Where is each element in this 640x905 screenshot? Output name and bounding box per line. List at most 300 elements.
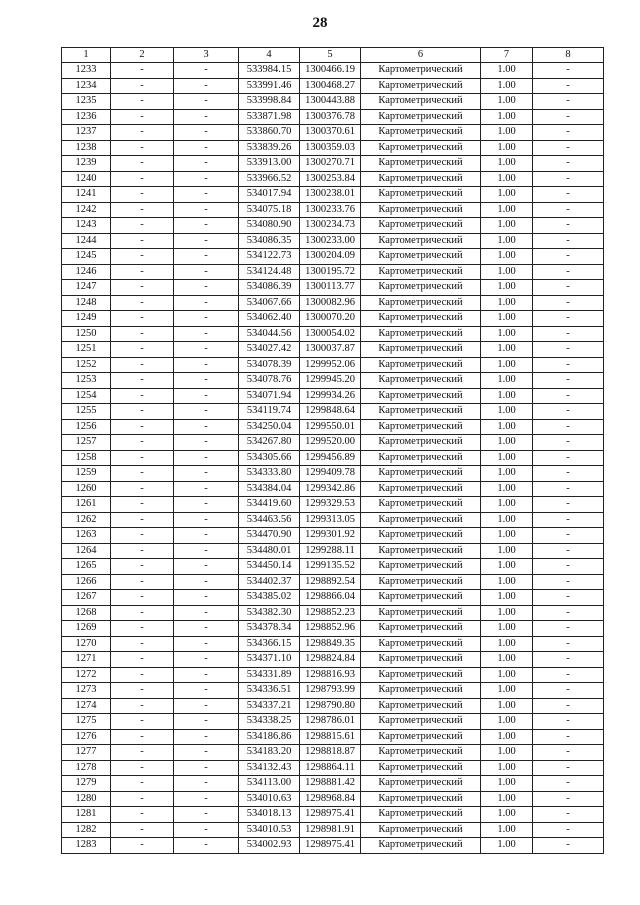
point-number-cell: 1234	[62, 78, 111, 94]
table-row	[62, 419, 604, 435]
x-coordinate-cell: 533871.98	[239, 109, 300, 125]
method-cell: Картометрический	[361, 435, 481, 451]
y-coordinate-cell: 1299934.26	[300, 388, 361, 404]
table-row	[62, 311, 604, 327]
y-coordinate-cell: 1300070.20	[300, 311, 361, 327]
y-coordinate-cell: 1300238.01	[300, 187, 361, 203]
point-number-cell: 1281	[62, 807, 111, 823]
table-row	[62, 466, 604, 482]
col2-cell: -	[111, 605, 174, 621]
table-row	[62, 249, 604, 265]
point-number-cell: 1269	[62, 621, 111, 637]
col8-cell: -	[533, 776, 604, 792]
table-row	[62, 497, 604, 513]
method-cell: Картометрический	[361, 776, 481, 792]
y-coordinate-cell: 1299329.53	[300, 497, 361, 513]
col8-cell: -	[533, 373, 604, 389]
x-coordinate-cell: 534132.43	[239, 760, 300, 776]
x-coordinate-cell: 534086.35	[239, 233, 300, 249]
col2-cell: -	[111, 63, 174, 79]
point-number-cell: 1243	[62, 218, 111, 234]
y-coordinate-cell: 1300468.27	[300, 78, 361, 94]
col8-cell: -	[533, 419, 604, 435]
col2-cell: -	[111, 760, 174, 776]
col3-cell: -	[174, 404, 239, 420]
col8-cell: -	[533, 683, 604, 699]
col2-cell: -	[111, 187, 174, 203]
col8-cell: -	[533, 342, 604, 358]
point-number-cell: 1273	[62, 683, 111, 699]
accuracy-cell: 1.00	[481, 574, 533, 590]
col8-cell: -	[533, 295, 604, 311]
col8-cell: -	[533, 233, 604, 249]
method-cell: Картометрический	[361, 838, 481, 854]
x-coordinate-cell: 533860.70	[239, 125, 300, 141]
y-coordinate-cell: 1300253.84	[300, 171, 361, 187]
col2-cell: -	[111, 326, 174, 342]
col8-cell: -	[533, 838, 604, 854]
col2-cell: -	[111, 450, 174, 466]
col2-cell: -	[111, 156, 174, 172]
x-coordinate-cell: 534027.42	[239, 342, 300, 358]
point-number-cell: 1261	[62, 497, 111, 513]
accuracy-cell: 1.00	[481, 419, 533, 435]
col3-cell: -	[174, 714, 239, 730]
y-coordinate-cell: 1298815.61	[300, 729, 361, 745]
accuracy-cell: 1.00	[481, 822, 533, 838]
x-coordinate-cell: 534382.30	[239, 605, 300, 621]
col2-cell: -	[111, 683, 174, 699]
col2-cell: -	[111, 342, 174, 358]
col2-cell: -	[111, 233, 174, 249]
accuracy-cell: 1.00	[481, 187, 533, 203]
table-row	[62, 233, 604, 249]
y-coordinate-cell: 1298824.84	[300, 652, 361, 668]
col3-cell: -	[174, 218, 239, 234]
table-row	[62, 171, 604, 187]
col3-cell: -	[174, 94, 239, 110]
x-coordinate-cell: 533913.00	[239, 156, 300, 172]
y-coordinate-cell: 1300233.00	[300, 233, 361, 249]
method-cell: Картометрический	[361, 745, 481, 761]
y-coordinate-cell: 1300233.76	[300, 202, 361, 218]
accuracy-cell: 1.00	[481, 605, 533, 621]
accuracy-cell: 1.00	[481, 497, 533, 513]
point-number-cell: 1240	[62, 171, 111, 187]
y-coordinate-cell: 1299342.86	[300, 481, 361, 497]
accuracy-cell: 1.00	[481, 667, 533, 683]
accuracy-cell: 1.00	[481, 543, 533, 559]
method-cell: Картометрический	[361, 698, 481, 714]
accuracy-cell: 1.00	[481, 776, 533, 792]
accuracy-cell: 1.00	[481, 652, 533, 668]
y-coordinate-cell: 1300466.19	[300, 63, 361, 79]
accuracy-cell: 1.00	[481, 388, 533, 404]
x-coordinate-cell: 534402.37	[239, 574, 300, 590]
y-coordinate-cell: 1300359.03	[300, 140, 361, 156]
x-coordinate-cell: 534450.14	[239, 559, 300, 575]
y-coordinate-cell: 1298968.84	[300, 791, 361, 807]
x-coordinate-cell: 534071.94	[239, 388, 300, 404]
x-coordinate-cell: 534250.04	[239, 419, 300, 435]
x-coordinate-cell: 534371.10	[239, 652, 300, 668]
accuracy-cell: 1.00	[481, 78, 533, 94]
x-coordinate-cell: 534062.40	[239, 311, 300, 327]
point-number-cell: 1244	[62, 233, 111, 249]
accuracy-cell: 1.00	[481, 745, 533, 761]
col3-cell: -	[174, 745, 239, 761]
y-coordinate-cell: 1298864.11	[300, 760, 361, 776]
col3-cell: -	[174, 78, 239, 94]
col2-cell: -	[111, 94, 174, 110]
method-cell: Картометрический	[361, 109, 481, 125]
column-header: 4	[239, 48, 300, 63]
col3-cell: -	[174, 156, 239, 172]
accuracy-cell: 1.00	[481, 295, 533, 311]
method-cell: Картометрический	[361, 574, 481, 590]
method-cell: Картометрический	[361, 822, 481, 838]
col2-cell: -	[111, 218, 174, 234]
point-number-cell: 1274	[62, 698, 111, 714]
y-coordinate-cell: 1298975.41	[300, 807, 361, 823]
point-number-cell: 1260	[62, 481, 111, 497]
point-number-cell: 1251	[62, 342, 111, 358]
table-row	[62, 202, 604, 218]
accuracy-cell: 1.00	[481, 63, 533, 79]
table-header-row	[62, 48, 604, 63]
col8-cell: -	[533, 264, 604, 280]
col3-cell: -	[174, 171, 239, 187]
point-number-cell: 1255	[62, 404, 111, 420]
accuracy-cell: 1.00	[481, 838, 533, 854]
point-number-cell: 1264	[62, 543, 111, 559]
method-cell: Картометрический	[361, 342, 481, 358]
y-coordinate-cell: 1300370.61	[300, 125, 361, 141]
y-coordinate-cell: 1298849.35	[300, 636, 361, 652]
x-coordinate-cell: 534385.02	[239, 590, 300, 606]
x-coordinate-cell: 534113.00	[239, 776, 300, 792]
method-cell: Картометрический	[361, 636, 481, 652]
table-row	[62, 78, 604, 94]
x-coordinate-cell: 534086.39	[239, 280, 300, 296]
point-number-cell: 1248	[62, 295, 111, 311]
col3-cell: -	[174, 621, 239, 637]
col2-cell: -	[111, 559, 174, 575]
accuracy-cell: 1.00	[481, 481, 533, 497]
col8-cell: -	[533, 636, 604, 652]
method-cell: Картометрический	[361, 373, 481, 389]
col2-cell: -	[111, 729, 174, 745]
y-coordinate-cell: 1299301.92	[300, 528, 361, 544]
table-row	[62, 512, 604, 528]
y-coordinate-cell: 1299288.11	[300, 543, 361, 559]
col8-cell: -	[533, 156, 604, 172]
x-coordinate-cell: 533839.26	[239, 140, 300, 156]
method-cell: Картометрический	[361, 714, 481, 730]
accuracy-cell: 1.00	[481, 326, 533, 342]
accuracy-cell: 1.00	[481, 125, 533, 141]
accuracy-cell: 1.00	[481, 109, 533, 125]
method-cell: Картометрический	[361, 187, 481, 203]
col2-cell: -	[111, 311, 174, 327]
col2-cell: -	[111, 807, 174, 823]
col3-cell: -	[174, 233, 239, 249]
col3-cell: -	[174, 698, 239, 714]
y-coordinate-cell: 1298786.01	[300, 714, 361, 730]
accuracy-cell: 1.00	[481, 466, 533, 482]
col3-cell: -	[174, 776, 239, 792]
col2-cell: -	[111, 295, 174, 311]
col2-cell: -	[111, 698, 174, 714]
y-coordinate-cell: 1300195.72	[300, 264, 361, 280]
point-number-cell: 1280	[62, 791, 111, 807]
point-number-cell: 1259	[62, 466, 111, 482]
accuracy-cell: 1.00	[481, 621, 533, 637]
table-row	[62, 326, 604, 342]
col8-cell: -	[533, 574, 604, 590]
col8-cell: -	[533, 109, 604, 125]
method-cell: Картометрический	[361, 497, 481, 513]
point-number-cell: 1233	[62, 63, 111, 79]
method-cell: Картометрический	[361, 233, 481, 249]
col2-cell: -	[111, 357, 174, 373]
table-row	[62, 636, 604, 652]
point-number-cell: 1258	[62, 450, 111, 466]
table-row	[62, 63, 604, 79]
col2-cell: -	[111, 78, 174, 94]
col8-cell: -	[533, 729, 604, 745]
accuracy-cell: 1.00	[481, 357, 533, 373]
method-cell: Картометрический	[361, 481, 481, 497]
x-coordinate-cell: 534018.13	[239, 807, 300, 823]
x-coordinate-cell: 534002.93	[239, 838, 300, 854]
table-row	[62, 404, 604, 420]
col2-cell: -	[111, 202, 174, 218]
method-cell: Картометрический	[361, 450, 481, 466]
accuracy-cell: 1.00	[481, 233, 533, 249]
table-row	[62, 156, 604, 172]
x-coordinate-cell: 533966.52	[239, 171, 300, 187]
method-cell: Картометрический	[361, 202, 481, 218]
y-coordinate-cell: 1298866.04	[300, 590, 361, 606]
col3-cell: -	[174, 574, 239, 590]
col3-cell: -	[174, 667, 239, 683]
point-number-cell: 1271	[62, 652, 111, 668]
col3-cell: -	[174, 760, 239, 776]
y-coordinate-cell: 1299848.64	[300, 404, 361, 420]
col2-cell: -	[111, 838, 174, 854]
col3-cell: -	[174, 543, 239, 559]
col2-cell: -	[111, 714, 174, 730]
accuracy-cell: 1.00	[481, 156, 533, 172]
col2-cell: -	[111, 776, 174, 792]
table-row	[62, 295, 604, 311]
method-cell: Картометрический	[361, 295, 481, 311]
table-row	[62, 140, 604, 156]
x-coordinate-cell: 534186.86	[239, 729, 300, 745]
table-row	[62, 714, 604, 730]
coordinates-table	[61, 47, 604, 854]
point-number-cell: 1276	[62, 729, 111, 745]
col2-cell: -	[111, 652, 174, 668]
x-coordinate-cell: 534080.90	[239, 218, 300, 234]
col8-cell: -	[533, 125, 604, 141]
table-row	[62, 605, 604, 621]
table-row	[62, 187, 604, 203]
table-row	[62, 543, 604, 559]
point-number-cell: 1270	[62, 636, 111, 652]
col8-cell: -	[533, 791, 604, 807]
method-cell: Картометрический	[361, 605, 481, 621]
method-cell: Картометрический	[361, 466, 481, 482]
y-coordinate-cell: 1298881.42	[300, 776, 361, 792]
col3-cell: -	[174, 388, 239, 404]
col8-cell: -	[533, 822, 604, 838]
col2-cell: -	[111, 481, 174, 497]
method-cell: Картометрический	[361, 528, 481, 544]
table-body	[62, 63, 604, 854]
table-row	[62, 435, 604, 451]
accuracy-cell: 1.00	[481, 404, 533, 420]
accuracy-cell: 1.00	[481, 791, 533, 807]
y-coordinate-cell: 1300113.77	[300, 280, 361, 296]
x-coordinate-cell: 534470.90	[239, 528, 300, 544]
y-coordinate-cell: 1300082.96	[300, 295, 361, 311]
table-row	[62, 388, 604, 404]
col3-cell: -	[174, 791, 239, 807]
col2-cell: -	[111, 435, 174, 451]
point-number-cell: 1246	[62, 264, 111, 280]
col3-cell: -	[174, 109, 239, 125]
y-coordinate-cell: 1299456.89	[300, 450, 361, 466]
method-cell: Картометрический	[361, 667, 481, 683]
method-cell: Картометрический	[361, 683, 481, 699]
point-number-cell: 1236	[62, 109, 111, 125]
col8-cell: -	[533, 435, 604, 451]
column-header: 2	[111, 48, 174, 63]
col2-cell: -	[111, 171, 174, 187]
y-coordinate-cell: 1300204.09	[300, 249, 361, 265]
table-row	[62, 838, 604, 854]
y-coordinate-cell: 1300376.78	[300, 109, 361, 125]
point-number-cell: 1262	[62, 512, 111, 528]
col3-cell: -	[174, 636, 239, 652]
x-coordinate-cell: 534331.89	[239, 667, 300, 683]
x-coordinate-cell: 534075.18	[239, 202, 300, 218]
method-cell: Картометрический	[361, 760, 481, 776]
col3-cell: -	[174, 280, 239, 296]
col2-cell: -	[111, 621, 174, 637]
point-number-cell: 1268	[62, 605, 111, 621]
accuracy-cell: 1.00	[481, 218, 533, 234]
y-coordinate-cell: 1299313.05	[300, 512, 361, 528]
col8-cell: -	[533, 202, 604, 218]
method-cell: Картометрический	[361, 357, 481, 373]
col8-cell: -	[533, 404, 604, 420]
y-coordinate-cell: 1298981.91	[300, 822, 361, 838]
col2-cell: -	[111, 590, 174, 606]
point-number-cell: 1277	[62, 745, 111, 761]
col8-cell: -	[533, 760, 604, 776]
x-coordinate-cell: 534124.48	[239, 264, 300, 280]
table-row	[62, 481, 604, 497]
table-row	[62, 822, 604, 838]
col2-cell: -	[111, 388, 174, 404]
table-row	[62, 667, 604, 683]
accuracy-cell: 1.00	[481, 729, 533, 745]
accuracy-cell: 1.00	[481, 435, 533, 451]
col3-cell: -	[174, 683, 239, 699]
col8-cell: -	[533, 590, 604, 606]
col2-cell: -	[111, 636, 174, 652]
method-cell: Картометрический	[361, 171, 481, 187]
col8-cell: -	[533, 78, 604, 94]
col8-cell: -	[533, 388, 604, 404]
method-cell: Картометрический	[361, 388, 481, 404]
x-coordinate-cell: 534419.60	[239, 497, 300, 513]
x-coordinate-cell: 534338.25	[239, 714, 300, 730]
x-coordinate-cell: 533984.15	[239, 63, 300, 79]
method-cell: Картометрический	[361, 419, 481, 435]
point-number-cell: 1239	[62, 156, 111, 172]
x-coordinate-cell: 534010.63	[239, 791, 300, 807]
y-coordinate-cell: 1300054.02	[300, 326, 361, 342]
col8-cell: -	[533, 543, 604, 559]
column-header: 8	[533, 48, 604, 63]
point-number-cell: 1266	[62, 574, 111, 590]
accuracy-cell: 1.00	[481, 311, 533, 327]
col3-cell: -	[174, 326, 239, 342]
accuracy-cell: 1.00	[481, 590, 533, 606]
col8-cell: -	[533, 94, 604, 110]
col8-cell: -	[533, 559, 604, 575]
accuracy-cell: 1.00	[481, 450, 533, 466]
x-coordinate-cell: 534384.04	[239, 481, 300, 497]
accuracy-cell: 1.00	[481, 264, 533, 280]
x-coordinate-cell: 534337.21	[239, 698, 300, 714]
col8-cell: -	[533, 497, 604, 513]
col3-cell: -	[174, 357, 239, 373]
col3-cell: -	[174, 264, 239, 280]
col3-cell: -	[174, 311, 239, 327]
x-coordinate-cell: 534119.74	[239, 404, 300, 420]
table-row	[62, 698, 604, 714]
x-coordinate-cell: 534463.56	[239, 512, 300, 528]
table-row	[62, 729, 604, 745]
col8-cell: -	[533, 187, 604, 203]
col8-cell: -	[533, 481, 604, 497]
table-row	[62, 264, 604, 280]
point-number-cell: 1272	[62, 667, 111, 683]
method-cell: Картометрический	[361, 652, 481, 668]
point-number-cell: 1250	[62, 326, 111, 342]
column-header: 7	[481, 48, 533, 63]
point-number-cell: 1275	[62, 714, 111, 730]
accuracy-cell: 1.00	[481, 636, 533, 652]
table-row	[62, 574, 604, 590]
table-row	[62, 776, 604, 792]
col2-cell: -	[111, 822, 174, 838]
column-header: 5	[300, 48, 361, 63]
method-cell: Картометрический	[361, 404, 481, 420]
y-coordinate-cell: 1299520.00	[300, 435, 361, 451]
col3-cell: -	[174, 466, 239, 482]
y-coordinate-cell: 1299945.20	[300, 373, 361, 389]
table-row	[62, 590, 604, 606]
point-number-cell: 1256	[62, 419, 111, 435]
col8-cell: -	[533, 249, 604, 265]
col3-cell: -	[174, 187, 239, 203]
